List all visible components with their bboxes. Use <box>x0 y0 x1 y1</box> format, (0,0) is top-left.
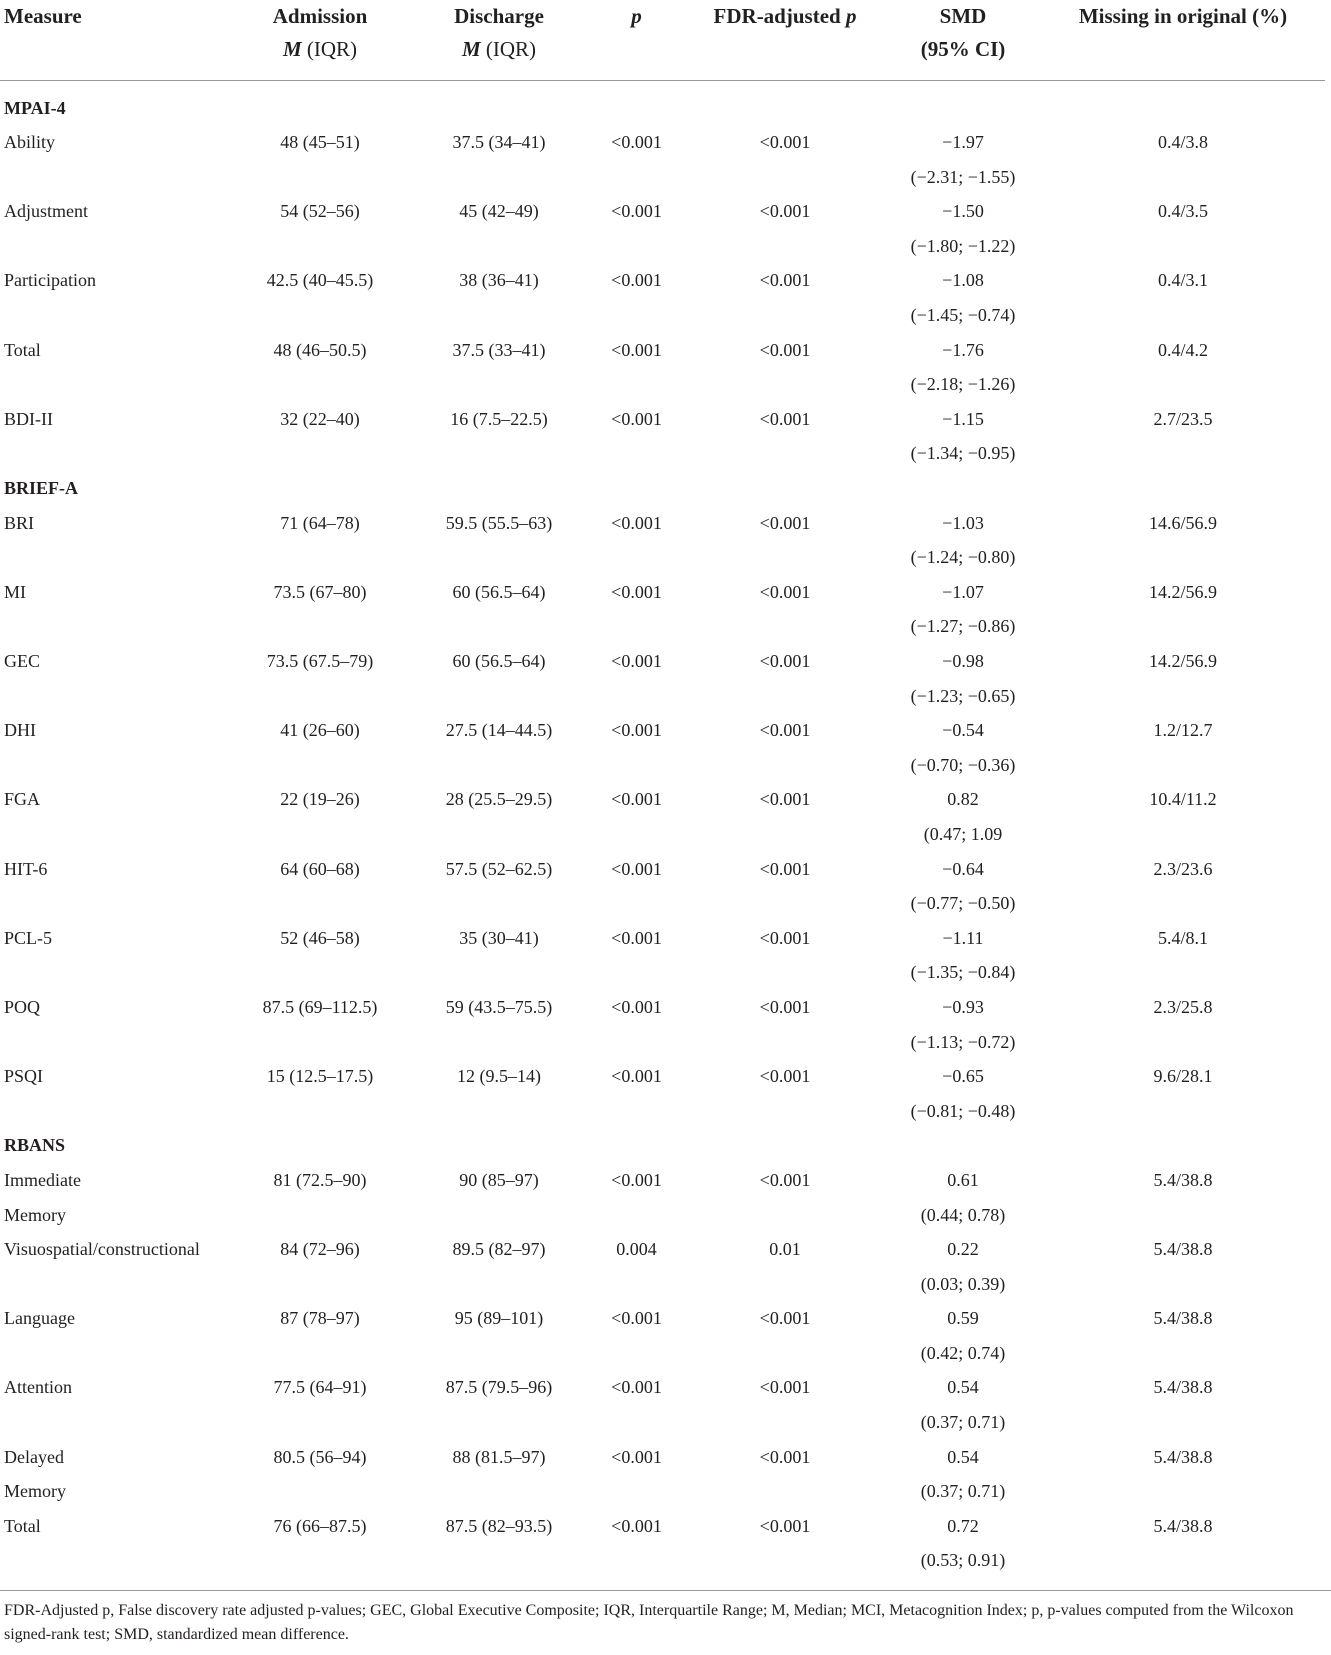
table-row <box>0 125 1325 160</box>
table-row <box>0 852 1325 887</box>
admission-cell: 87.5 (69–112.5) <box>262 996 378 1017</box>
missing-cell: 5.4/8.1 <box>1157 927 1208 948</box>
ci-cell: (−1.13; −0.72) <box>910 1031 1016 1052</box>
missing-cell: 14.6/56.9 <box>1148 512 1217 533</box>
ci-cell: (0.47; 1.09 <box>923 823 1003 844</box>
table-row-ci <box>0 367 1325 402</box>
discharge-cell: 28 (25.5–29.5) <box>445 789 553 810</box>
section-row <box>0 1128 1325 1163</box>
table-row <box>0 1440 1325 1475</box>
admission-cell: 32 (22–40) <box>280 408 360 429</box>
discharge-cell: 59 (43.5–75.5) <box>445 996 553 1017</box>
table-row-ci <box>0 817 1325 852</box>
table-row-ci <box>0 886 1325 921</box>
table-row <box>0 990 1325 1025</box>
ci-cell: (0.03; 0.39) <box>920 1273 1006 1294</box>
smd-cell: −1.97 <box>942 132 984 153</box>
measure-cell: Language <box>4 1308 75 1329</box>
measure-cell: GEC <box>4 651 40 671</box>
header-missing: Missing in original (%) <box>1041 0 1325 80</box>
section-row <box>0 91 1325 126</box>
table-row-ci <box>0 1336 1325 1371</box>
ci-cell: (−0.81; −0.48) <box>910 1100 1016 1121</box>
measure-cell-continued <box>0 955 230 990</box>
smd-cell: −1.15 <box>942 408 984 429</box>
discharge-cell: 57.5 (52–62.5) <box>445 858 553 879</box>
p-value-cell: <0.001 <box>611 1066 662 1087</box>
table-row <box>0 194 1325 229</box>
fdr-p-cell: <0.001 <box>759 201 811 222</box>
p-value-cell: <0.001 <box>611 1515 662 1536</box>
table-footnote: FDR-Adjusted p, False discovery rate adjusted p-values; GEC, Global Executive Composite; IQR, Interquartile Range; M, Median; MCI, Metacognition Index; p, p-values computed from the Wilcoxon signed-rank test; SMD, standardized mean difference. <box>0 1590 1331 1647</box>
section-label: BRIEF-A <box>4 478 79 499</box>
measure-cell-continued <box>0 298 230 333</box>
fdr-p-cell: <0.001 <box>759 1515 811 1536</box>
table-row-ci <box>0 1474 1325 1509</box>
missing-cell: 5.4/38.8 <box>1153 1377 1213 1398</box>
p-value-cell: <0.001 <box>611 1377 662 1398</box>
p-value-cell: <0.001 <box>611 927 662 948</box>
discharge-cell: 12 (9.5–14) <box>457 1066 541 1087</box>
smd-cell: −1.08 <box>942 270 984 291</box>
missing-cell: 5.4/38.8 <box>1153 1308 1213 1329</box>
table-row-ci <box>0 160 1325 195</box>
header-smd: SMD (95% CI) <box>885 0 1041 80</box>
measure-cell-continued <box>0 1267 230 1302</box>
p-value-cell: <0.001 <box>611 339 662 360</box>
measure-cell: FGA <box>4 789 41 810</box>
discharge-cell: 88 (81.5–97) <box>452 1446 546 1467</box>
missing-cell: 5.4/38.8 <box>1153 1239 1213 1260</box>
p-value-cell: <0.001 <box>611 651 662 671</box>
measure-cell-continued <box>0 1336 230 1371</box>
admission-cell: 15 (12.5–17.5) <box>266 1066 374 1087</box>
table-row <box>0 1509 1325 1544</box>
measure-cell: BDI-II <box>4 408 53 429</box>
measure-cell: BRI <box>4 512 35 533</box>
missing-cell: 5.4/38.8 <box>1153 1169 1213 1190</box>
fdr-p-cell: <0.001 <box>759 270 811 291</box>
discharge-cell: 37.5 (34–41) <box>452 132 546 153</box>
p-value-cell: <0.001 <box>611 270 662 291</box>
header-admission: Admission M (IQR) <box>230 0 410 80</box>
smd-cell: −1.76 <box>942 339 984 360</box>
header-p: p <box>588 0 685 80</box>
measure-cell: Total <box>4 1515 41 1536</box>
p-value-cell: <0.001 <box>611 408 662 429</box>
measure-cell: PSQI <box>4 1066 44 1087</box>
table-row-ci <box>0 1094 1325 1129</box>
admission-cell: 80.5 (56–94) <box>273 1446 367 1467</box>
admission-cell: 77.5 (64–91) <box>273 1377 367 1398</box>
missing-cell: 5.4/38.8 <box>1153 1446 1213 1467</box>
admission-cell: 42.5 (40–45.5) <box>266 270 374 291</box>
ci-cell: (0.42; 0.74) <box>920 1342 1006 1363</box>
discharge-cell: 89.5 (82–97) <box>452 1239 546 1260</box>
table-row-ci <box>0 298 1325 333</box>
measure-cell-continued <box>0 886 230 921</box>
table-row <box>0 921 1325 956</box>
measure-cell-continued <box>0 1543 230 1578</box>
table-row-ci <box>0 1405 1325 1440</box>
ci-cell: (0.53; 0.91) <box>920 1550 1006 1571</box>
smd-cell: 0.82 <box>947 789 979 810</box>
header-discharge: Discharge M (IQR) <box>410 0 588 80</box>
discharge-cell: 45 (42–49) <box>459 201 539 222</box>
admission-cell: 41 (26–60) <box>280 720 360 741</box>
measure-cell: Ability <box>4 132 56 153</box>
fdr-p-cell: <0.001 <box>759 1169 811 1190</box>
measure-cell-continued <box>0 436 230 471</box>
measure-cell: POQ <box>4 996 41 1017</box>
ci-cell: (−1.80; −1.22) <box>910 235 1016 256</box>
measure-cell: Attention <box>4 1377 72 1398</box>
table-row <box>0 402 1325 437</box>
measure-cell-continued <box>0 1094 230 1129</box>
ci-cell: (−0.77; −0.50) <box>910 893 1016 914</box>
discharge-cell: 60 (56.5–64) <box>452 651 546 671</box>
smd-cell: −0.54 <box>942 720 984 741</box>
measure-cell-continued: Memory <box>4 1481 66 1502</box>
table-row <box>0 644 1325 679</box>
measure-cell-continued <box>0 817 230 852</box>
measure-cell-continued <box>0 748 230 783</box>
smd-cell: 0.59 <box>947 1308 979 1329</box>
smd-cell: 0.72 <box>947 1515 979 1536</box>
ci-cell: (0.37; 0.71) <box>920 1481 1006 1502</box>
admission-cell: 48 (46–50.5) <box>273 339 367 360</box>
admission-cell: 76 (66–87.5) <box>273 1515 367 1536</box>
p-value-cell: <0.001 <box>611 1446 662 1467</box>
ci-cell: (0.44; 0.78) <box>920 1204 1006 1225</box>
missing-cell: 14.2/56.9 <box>1148 651 1217 671</box>
table-row-ci <box>0 955 1325 990</box>
missing-cell: 0.4/4.2 <box>1157 339 1208 360</box>
missing-cell: 2.3/23.6 <box>1153 858 1213 879</box>
measure-cell-continued <box>0 1025 230 1060</box>
missing-cell: 0.4/3.8 <box>1157 132 1208 153</box>
measure-cell: DHI <box>4 720 36 741</box>
fdr-p-cell: <0.001 <box>759 132 811 153</box>
missing-cell: 0.4/3.1 <box>1157 270 1208 291</box>
smd-cell: −0.98 <box>942 651 984 671</box>
table-row-ci <box>0 540 1325 575</box>
discharge-cell: 16 (7.5–22.5) <box>450 408 548 429</box>
table-row <box>0 1232 1325 1267</box>
measure-cell: Visuospatial/constructional <box>4 1239 200 1260</box>
ci-cell: (−1.35; −0.84) <box>910 962 1016 983</box>
section-label: MPAI-4 <box>4 97 66 118</box>
discharge-cell: 87.5 (79.5–96) <box>445 1377 553 1398</box>
smd-cell: −1.07 <box>942 581 984 602</box>
ci-cell: (−2.31; −1.55) <box>910 166 1016 187</box>
fdr-p-cell: <0.001 <box>759 339 811 360</box>
measure-cell: Participation <box>4 270 96 291</box>
smd-cell: −0.93 <box>942 996 984 1017</box>
smd-cell: 0.61 <box>947 1169 979 1190</box>
measure-cell: Immediate <box>4 1169 81 1190</box>
table-row-ci <box>0 436 1325 471</box>
p-value-cell: <0.001 <box>611 996 662 1017</box>
measure-cell-continued <box>0 540 230 575</box>
fdr-p-cell: <0.001 <box>759 858 811 879</box>
smd-cell: 0.54 <box>947 1446 979 1467</box>
admission-cell: 73.5 (67–80) <box>273 581 367 602</box>
measure-cell: Delayed <box>4 1446 64 1467</box>
ci-cell: (0.37; 0.71) <box>920 1412 1006 1433</box>
discharge-cell: 60 (56.5–64) <box>452 581 546 602</box>
fdr-p-cell: <0.001 <box>759 720 811 741</box>
ci-cell: (−1.23; −0.65) <box>910 685 1016 706</box>
fdr-p-cell: 0.01 <box>769 1239 801 1260</box>
table-row <box>0 782 1325 817</box>
section-row <box>0 471 1325 506</box>
table-row-ci <box>0 229 1325 264</box>
ci-cell: (−0.70; −0.36) <box>910 754 1016 775</box>
missing-cell: 14.2/56.9 <box>1148 581 1217 602</box>
table-row-ci <box>0 679 1325 714</box>
measure-cell-continued <box>0 679 230 714</box>
smd-cell: −1.50 <box>942 201 984 222</box>
missing-cell: 1.2/12.7 <box>1153 720 1213 741</box>
measure-cell-continued <box>0 367 230 402</box>
p-value-cell: <0.001 <box>611 201 662 222</box>
discharge-cell: 90 (85–97) <box>459 1169 539 1190</box>
measure-cell-continued <box>0 1405 230 1440</box>
missing-cell: 2.3/25.8 <box>1153 996 1213 1017</box>
p-value-cell: <0.001 <box>611 858 662 879</box>
table-row-ci <box>0 1267 1325 1302</box>
admission-cell: 52 (46–58) <box>280 927 360 948</box>
table-row-ci <box>0 1025 1325 1060</box>
table-row-ci <box>0 748 1325 783</box>
table-header <box>0 0 1325 80</box>
table-row <box>0 713 1325 748</box>
measure-cell-continued <box>0 609 230 644</box>
table-row-ci <box>0 1543 1325 1578</box>
measure-cell: Adjustment <box>4 201 88 222</box>
ci-cell: (−1.34; −0.95) <box>910 443 1016 464</box>
admission-cell: 87 (78–97) <box>280 1308 360 1329</box>
fdr-p-cell: <0.001 <box>759 789 811 810</box>
p-value-cell: <0.001 <box>611 720 662 741</box>
measure-cell-continued: Memory <box>4 1204 66 1225</box>
p-value-cell: <0.001 <box>611 1169 662 1190</box>
measure-cell: HIT-6 <box>4 858 48 879</box>
admission-cell: 73.5 (67.5–79) <box>266 651 374 671</box>
p-value-cell: <0.001 <box>611 512 662 533</box>
admission-cell: 22 (19–26) <box>280 789 360 810</box>
measure-cell: Total <box>4 339 41 360</box>
section-label: RBANS <box>4 1135 66 1156</box>
discharge-cell: 95 (89–101) <box>454 1308 544 1329</box>
measure-cell: PCL-5 <box>4 927 53 948</box>
fdr-p-cell: <0.001 <box>759 581 811 602</box>
fdr-p-cell: <0.001 <box>759 1377 811 1398</box>
table-row <box>0 506 1325 541</box>
smd-cell: 0.22 <box>947 1239 979 1260</box>
missing-cell: 10.4/11.2 <box>1149 789 1217 810</box>
p-value-cell: <0.001 <box>611 1308 662 1329</box>
ci-cell: (−1.24; −0.80) <box>910 547 1016 568</box>
missing-cell: 9.6/28.1 <box>1153 1066 1213 1087</box>
table-row <box>0 333 1325 368</box>
p-value-cell: <0.001 <box>611 789 662 810</box>
fdr-p-cell: <0.001 <box>759 927 811 948</box>
smd-cell: 0.54 <box>947 1377 979 1398</box>
admission-cell: 64 (60–68) <box>280 858 360 879</box>
ci-cell: (−2.18; −1.26) <box>910 374 1016 395</box>
p-value-cell: <0.001 <box>611 132 662 153</box>
p-value-cell: 0.004 <box>616 1239 657 1260</box>
table-row <box>0 575 1325 610</box>
fdr-p-cell: <0.001 <box>759 996 811 1017</box>
fdr-p-cell: <0.001 <box>759 1308 811 1329</box>
header-fdr-p: FDR-adjusted p <box>685 0 885 80</box>
measure-cell: MI <box>4 581 26 602</box>
missing-cell: 0.4/3.5 <box>1157 201 1208 222</box>
admission-cell: 84 (72–96) <box>280 1239 360 1260</box>
admission-cell: 71 (64–78) <box>280 512 360 533</box>
table-row <box>0 1059 1325 1094</box>
discharge-cell: 38 (36–41) <box>459 270 539 291</box>
fdr-p-cell: <0.001 <box>759 408 811 429</box>
discharge-cell: 35 (30–41) <box>459 927 539 948</box>
smd-cell: −0.64 <box>942 858 984 879</box>
discharge-cell: 59.5 (55.5–63) <box>445 512 553 533</box>
table-row-ci <box>0 609 1325 644</box>
fdr-p-cell: <0.001 <box>759 512 811 533</box>
admission-cell: 81 (72.5–90) <box>273 1169 367 1190</box>
fdr-p-cell: <0.001 <box>759 1066 811 1087</box>
smd-cell: −1.03 <box>942 512 984 533</box>
table-row <box>0 1301 1325 1336</box>
admission-cell: 54 (52–56) <box>280 201 360 222</box>
ci-cell: (−1.27; −0.86) <box>910 616 1016 637</box>
missing-cell: 5.4/38.8 <box>1153 1515 1213 1536</box>
fdr-p-cell: <0.001 <box>759 1446 811 1467</box>
discharge-cell: 87.5 (82–93.5) <box>445 1515 553 1536</box>
table-row <box>0 263 1325 298</box>
smd-cell: −1.11 <box>942 927 984 948</box>
measure-cell-continued <box>0 160 230 195</box>
missing-cell: 2.7/23.5 <box>1153 408 1213 429</box>
table-body <box>0 80 1325 1578</box>
ci-cell: (−1.45; −0.74) <box>910 305 1016 326</box>
measure-cell-continued <box>0 229 230 264</box>
p-value-cell: <0.001 <box>611 581 662 602</box>
discharge-cell: 37.5 (33–41) <box>452 339 546 360</box>
header-measure: Measure <box>0 0 230 80</box>
discharge-cell: 27.5 (14–44.5) <box>445 720 553 741</box>
table-row-ci <box>0 1198 1325 1233</box>
table-row <box>0 1163 1325 1198</box>
fdr-p-cell: <0.001 <box>759 651 811 671</box>
smd-cell: −0.65 <box>942 1066 984 1087</box>
admission-cell: 48 (45–51) <box>280 132 360 153</box>
table-row <box>0 1370 1325 1405</box>
